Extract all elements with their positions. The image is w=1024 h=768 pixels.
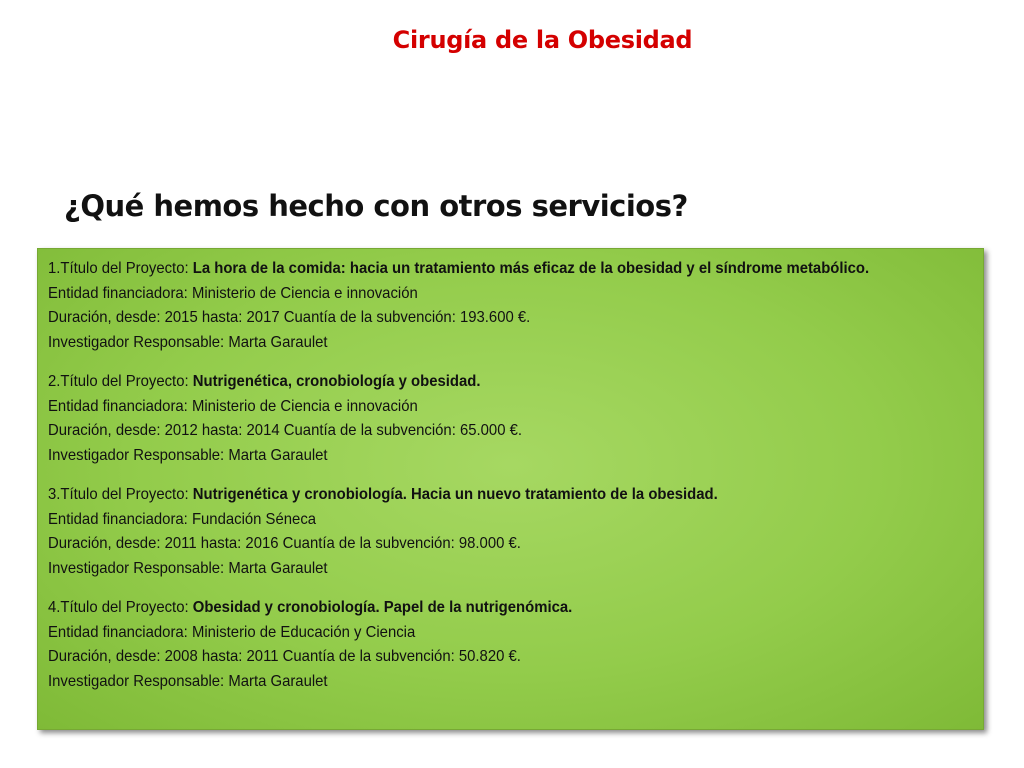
project-title: La hora de la comida: hacia un tratamiento más eficaz de la obesidad y el síndrome metabólico. xyxy=(192,260,870,277)
project-funding: Entidad financiadora: Ministerio de Ciencia e innovación xyxy=(48,284,418,302)
project-number-prefix: 1.Título del Proyecto: xyxy=(48,260,193,277)
project-title-line xyxy=(48,596,908,621)
project-researcher: Investigador Responsable: Marta Garaulet xyxy=(48,446,328,464)
project-duration: Duración, desde: 2008 hasta: 2011 Cuantía de la subvención: 50.820 €. xyxy=(48,648,521,665)
project-title-line xyxy=(48,370,908,395)
project-researcher: Investigador Responsable: Marta Garaulet xyxy=(48,333,328,351)
projects-box xyxy=(37,248,984,730)
project-funding: Entidad financiadora: Fundación Séneca xyxy=(48,510,317,528)
project-title-line xyxy=(48,257,908,282)
slide-title: Cirugía de la Obesidad xyxy=(392,26,693,54)
project-number-prefix: 3.Título del Proyecto: xyxy=(48,486,193,503)
project-number-prefix: 4.Título del Proyecto: xyxy=(48,599,193,616)
project-duration: Duración, desde: 2011 hasta: 2016 Cuantía de la subvención: 98.000 €. xyxy=(48,535,521,552)
project-item-1 xyxy=(48,257,908,355)
project-title: Obesidad y cronobiología. Papel de la nutrigenómica. xyxy=(192,599,573,616)
project-funding: Entidad financiadora: Ministerio de Ciencia e innovación xyxy=(48,397,418,415)
project-title: Nutrigenética y cronobiología. Hacia un nuevo tratamiento de la obesidad. xyxy=(192,486,718,503)
project-item-2 xyxy=(48,370,908,468)
project-title: Nutrigenética, cronobiología y obesidad. xyxy=(192,373,481,390)
project-duration: Duración, desde: 2015 hasta: 2017 Cuantía de la subvención: 193.600 €. xyxy=(48,309,531,326)
project-funding: Entidad financiadora: Ministerio de Educación y Ciencia xyxy=(48,623,416,641)
project-title-line xyxy=(48,483,908,508)
section-question: ¿Qué hemos hecho con otros servicios? xyxy=(64,189,688,223)
project-researcher: Investigador Responsable: Marta Garaulet xyxy=(48,672,328,690)
project-number-prefix: 2.Título del Proyecto: xyxy=(48,373,193,390)
project-researcher: Investigador Responsable: Marta Garaulet xyxy=(48,559,328,577)
project-item-3 xyxy=(48,483,908,581)
project-item-4 xyxy=(48,596,908,694)
project-duration: Duración, desde: 2012 hasta: 2014 Cuantía de la subvención: 65.000 €. xyxy=(48,422,523,439)
